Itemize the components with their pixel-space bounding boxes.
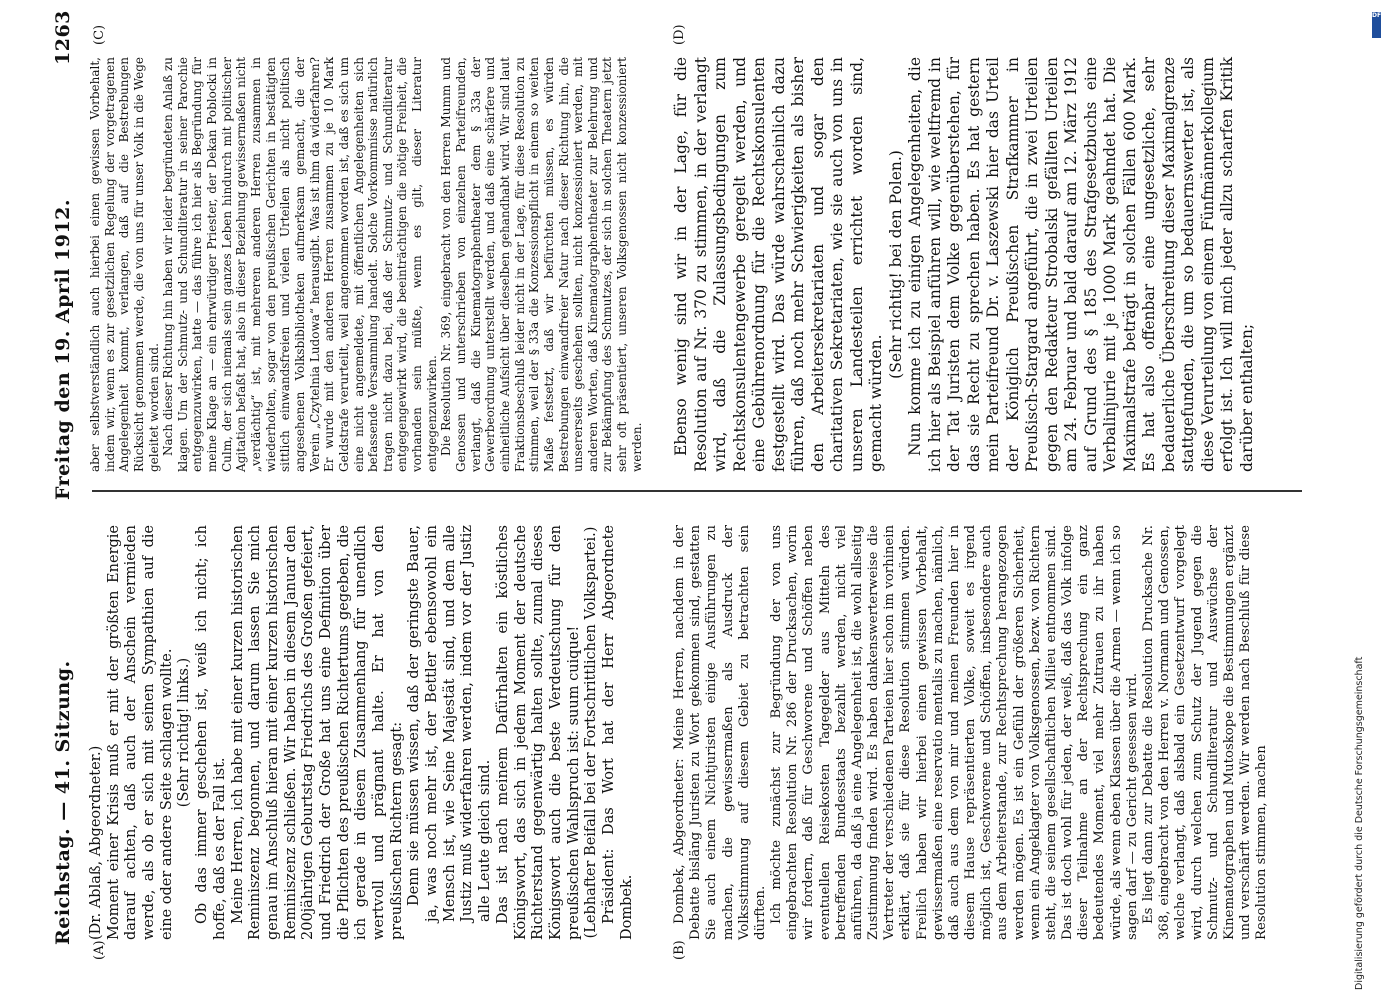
left-column-upper bbox=[88, 525, 636, 940]
margin-mark-a: (A) bbox=[92, 940, 107, 960]
paragraph: Nach dieser Richtung hin haben wir leider begründeten Anlaß zu klagen. Um der Schmutz- und Schundliteratur in seiner Parochie entgegenzuwirken, hatte — das führe ich hier als Begründung für meine Klage an — ein ehrwürdiger Priester, der Dekan Poblocki in Culm, der sich niemals sein ganzes Leben hindurch mit politischer Agitation befaßt hat, also in dieser Beziehung gewissermaßen nicht „verdächtig“ ist, mit mehreren anderen Herren zusammen in wiederholten, sogar von den preußischen Gerichten in bestätigten sittlich einwandsfreien und vielen Urteilen als nicht politisch angesehenen Volksbibliotheken aufmerksam gemacht, die der Verein „Czytelnia Ludowa“ herausgibt. Was ist ihm da widerfahren? Er wurde mit den anderen Herren zusammen zu je 10 Mark Geldstrafe verurteilt, weil angenommen worden ist, daß es sich um eine nicht angemeldete, mit öffentlichen Angelegenheiten sich befassende Versammlung handelt. Solche Vorkommnisse natürlich tragen nicht dazu bei, daß der Schmutz- und Schundliteratur entgegengewirkt wird, die beeinträchtigen die nötige Freiheit, die vorhanden sein müßte, wenn es gilt, dieser Literatur entgegenzuwirken. bbox=[161, 57, 439, 472]
digitization-credit: Digitalisierung gefördert durch die Deutsche Forschungsgemeinschaft bbox=[1354, 656, 1365, 990]
column-divider bbox=[92, 491, 1302, 493]
interjection: (Sehr richtig! links.) bbox=[176, 657, 193, 808]
paragraph: Ebenso wenig sind wir in der Lage, für die Resolution auf Nr. 370 zu stimmen, in der verlangt wird, daß die Zulassungsbedingungen zum Rechtskonsulentengewerbe geregelt werden, und eine Gebührenordnung für die Rechtskonsulenten festgestellt wird. Das würde wahrscheinlich dazu führen, daß noch mehr Schwierigkeiten als bisher den Arbeitersekretariaten und sogar den charitativen Sekretariaten, wie sie auch von uns in unseren Landesteilen errichtet worden sind, gemacht würden. bbox=[672, 57, 885, 472]
paragraph: Es liegt dann zur Debatte die Resolution Drucksache Nr. 368, eingebracht von den Herren v. Normann und Genossen, welche verlangt, daß alsbald ein Gesetzentwurf vorgelegt wird, durch welchen zum Schutz der Jugend gegen die Schmutz- und Schundliteratur und Auswüchse der Kinematographen und Mutoskope die Bestimmungen ergänzt und verschärft werden. Wir werden nach Beschluß für diese Resolution stimmen, machen bbox=[1140, 525, 1270, 940]
page-number: 1263 bbox=[52, 10, 74, 65]
paragraph: Das ist nach meinem Dafürhalten ein köstliches Königswort, das sich in jedem Moment der deutsche Richterstand gegenwärtig halten sollte, zumal dieses Königswort auch die beste Verdeutschung für den preußischen Wahlspruch ist: suum cuique! bbox=[494, 525, 582, 940]
header-date: Freitag den 19. April 1912. bbox=[52, 198, 74, 500]
interjection: (Sehr richtig! bei den Polen.) bbox=[886, 150, 905, 379]
margin-mark-b: (B) bbox=[672, 940, 687, 960]
paragraph: Die Resolution Nr. 369, eingebracht von den Herren Mumm und Genossen und unterschrieben von einzelnen Parteifreunden, verlangt, daß die Kinematographentheater dem § 33a der Gewerbeordnung unterstellt werden, und daß eine schärfere und einheitliche Aufsicht über dieselben gehandhabt wird. Wir sind laut Fraktionsbeschluß leider nicht in der Lage, für diese Resolution zu stimmen, weil der § 33a die Konzessionspflicht in einem so weiten Maße festsetzt, daß wir befürchten müssen, es würden Bestrebungen einwandfreier Natur nach dieser Richtung hin, die unsererseits geschehen sollten, nicht konzessioniert werden, mit anderen Worten, daß Kinematographentheater zur Belehrung und zur Bekämpfung des Schmutzes, der sich in solchen Theatern jetzt sehr oft präsentiert, unseren Volksgenossen nicht konzessioniert werden. bbox=[439, 57, 644, 472]
paragraph: Ich möchte zunächst zur Begründung der von uns eingebrachten Resolution Nr. 286 der Drucksachen, worin wir fordern, daß für Geschworene und Schöffen neben eventuellen Reisekosten Tagegelder aus Mitteln des betreffenden Bundesstaats bezahlt werden, nicht viel anführen, da daß ja eine Angelegenheit ist, die wohl allseitig Zustimmung finden wird. Es haben dankenswerterweise die Vertreter der verschiedenen Parteien hier schon im vorhinein erklärt, daß sie für diese Resolution stimmen würden. Freilich haben wir hierbei einen gewissen Vorbehalt, gewissermaßen eine reservatio mentalis zu machen, nämlich, daß auch aus dem von mir und meinen Freunden hier in diesem Hause repräsentierten Volke, soweit es irgend möglich ist, Geschworene und Schöffen, insbesondere auch aus dem Arbeiterstande, zur Rechtsprechung herangezogen werden mögen. Es ist ein Gefühl der größeren Sicherheit, wenn ein Angeklagter von Volksgenossen, bezw. von Richtern steht, die seinem gesellschaftlichen Milieu entnommen sind. Das ist doch wohl für jeden, der weiß, daß das Volk infolge dieser Teilnahme an der Rechtsprechung ein ganz bedeutendes Moment, viel mehr Zutrauen zu ihr haben würde, als wenn eben Klassen über die Armen — wenn ich so sagen darf — zu Gericht gesessen wird. bbox=[769, 525, 1140, 940]
paragraph: Dombek, Abgeordneter: Meine Herren, nachdem in der Debatte bisläng Juristen zu Wort gekommen sind, gestatten Sie auch einem Nichtjuristen einige Ausführungen zu machen, die gewissermaßen als Ausdruck der Volksstimmung auf diesem Gebiet zu betrachten sein dürften. bbox=[672, 525, 768, 940]
margin-mark-c: (C) bbox=[92, 24, 107, 45]
left-column-lower bbox=[672, 525, 1270, 940]
president-line: Präsident: Das Wort hat der Herr Abgeordnete Dombek. bbox=[600, 525, 635, 940]
speaker-ref: (Dr. Ablaß, Abgeordneter.) bbox=[88, 745, 104, 940]
paragraph: aber selbstverständlich auch hierbei einen gewissen Vorbehalt, indem wir, wenn es zur gesetzlichen Regelung der vorgetragenen Angelegenheit kommt, verlangen, daß auf die Bestrebungen Rücksicht genommen werde, die von uns für unser Volk in die Wege geleitet worden sind. bbox=[88, 57, 161, 472]
paragraph: Ob das immer geschehen ist, weiß ich nicht; ich hoffe, daß es der Fall ist. bbox=[194, 525, 228, 940]
dfg-logo: DFG bbox=[1372, 12, 1381, 38]
right-column-upper bbox=[88, 57, 644, 472]
paragraph: Moment einer Krisis muß er mit der größten Energie darauf achten, daß auch der Anschein vermieden werde, als ob er sich mit seinen Sympathien auf die eine oder andere Seite schlagen wollte. bbox=[105, 525, 175, 940]
margin-mark-d: (D) bbox=[672, 24, 687, 45]
applause: (Lebhafter Beifall bei der Fortschrittlichen Volkspartei.) bbox=[583, 526, 600, 939]
right-column-lower bbox=[672, 57, 1257, 472]
paragraph: Meine Herren, ich habe mit einer kurzen historischen Reminiszenz begonnen, und darum lassen Sie mich genau im Anschluß hieran mit einer kurzen historischen Reminiszenz schließen. Wir haben in diesem Januar den 200jährigen Geburtstag Friedrichs des Großen gefeiert, und Friedrich der Große hat uns eine Definition über die Pflichten des preußischen Richtertums gegeben, die ich gerade in diesem Zusammenhang für unendlich wertvoll und prägnant halte. Er hat von den preußischen Richtern gesagt: bbox=[229, 525, 405, 940]
header-session: Reichstag. — 41. Sitzung. bbox=[52, 660, 74, 945]
quote: Denn sie müssen wissen, daß der geringste Bauer, ja, was noch mehr ist, der Bettler ebensowohl ein Mensch ist, wie Seine Majestät sind, und dem alle Justiz muß widerfahren werden, indem vor der Justiz alle Leute gleich sind. bbox=[406, 525, 494, 922]
paragraph: Nun komme ich zu einigen Angelegenheiten, die ich hier als Beispiel anführen will, wie weltfremd in der Tat Juristen dem Volke gegenüberstehen, für das sie Recht zu sprechen haben. Es hat gestern mein Parteifreund Dr. v. Laszewski hier das Urteil der Königlich Preußischen Strafkammer in Preußisch-Stargard angeführt, die in zwei Urteilen gegen den Redakteur Strobalski gefällten Urteilen am 24. Februar und bald darauf am 12. März 1912 auf Grund des § 185 des Strafgesetzbuchs eine Verbalinjurie mit je 1000 Mark geahndet hat. Die Maximalstrafe beträgt in solchen Fällen 600 Mark. Es hat also offenbar eine ungesetzliche, sehr bedauerliche Überschreitung dieser Maximalgrenze stattgefunden, die um so bedauernswerter ist, als diese Verurteilung von einem Fünfmännerkollegium erfolgt ist. Ich will mich jeder allzu scharfen Kritik darüber enthalten; bbox=[906, 57, 1256, 472]
